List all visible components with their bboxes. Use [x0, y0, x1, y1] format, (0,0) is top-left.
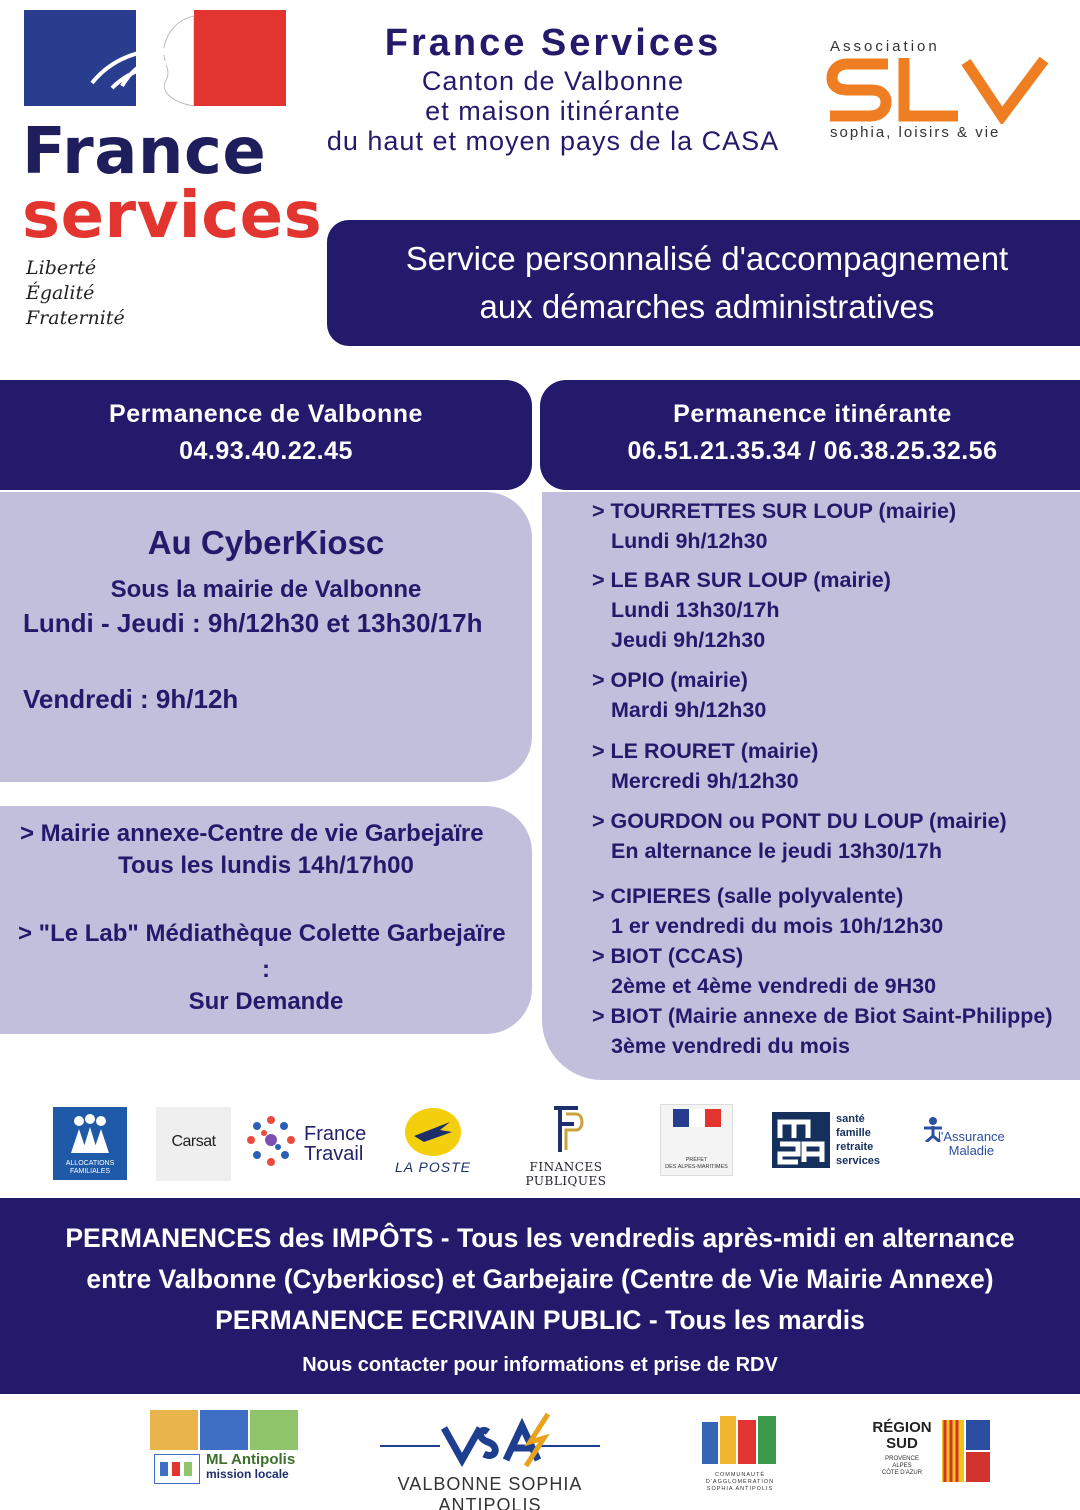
vsa-mark-icon: [380, 1408, 600, 1470]
prefet-line-2: DES ALPES-MARITIMES: [665, 1164, 728, 1170]
region-sud-line-1: RÉGION: [872, 1419, 932, 1436]
valbonne-header: [0, 380, 532, 490]
caf-logo: [53, 1107, 127, 1180]
france-travail-label: [304, 1124, 366, 1164]
prefet-logo: [660, 1104, 733, 1176]
banner-line-1: Service personnalisé d'accompagnement: [405, 240, 1009, 277]
stop-place: > LE ROURET (mairie): [592, 739, 819, 763]
itinerante-title: Permanence itinérante: [673, 400, 952, 428]
dgfip-logo: [496, 1104, 636, 1188]
caf-family-icon: [67, 1113, 113, 1157]
casa-logo: [700, 1414, 780, 1496]
prefet-label: [661, 1157, 732, 1171]
france-travail-dots-icon: [244, 1114, 298, 1170]
france-services-logo: [22, 8, 323, 338]
stop-time: Mercredi 9h/12h30: [611, 769, 799, 793]
france-travail-word-2: Travail: [304, 1143, 364, 1165]
stop-place: > BIOT (Mairie annexe de Biot Saint-Philippe): [592, 1004, 1053, 1028]
region-sud-logo: [866, 1418, 996, 1488]
msa-line-1: santé: [836, 1113, 865, 1125]
stop-place: > OPIO (mairie): [592, 668, 748, 692]
ecrivain-public-line: PERMANENCE ECRIVAIN PUBLIC - Tous les mardis: [215, 1305, 865, 1335]
header-subtitle-2: et maison itinérante: [425, 96, 681, 126]
stop-time: 1 er vendredi du mois 10h/12h30: [611, 914, 944, 938]
prefet-line-1: PRÉFET: [685, 1157, 708, 1163]
stop-time: 2ème et 4ème vendredi de 9H30: [611, 974, 937, 998]
motto-liberte: Liberté: [26, 257, 97, 279]
msa-logo: [772, 1110, 892, 1170]
list-item: [592, 806, 1007, 866]
lab-colon: :: [262, 956, 270, 983]
msa-label: [836, 1112, 880, 1168]
casa-line-2: D'AGGLOMÉRATION: [705, 1479, 775, 1485]
banner-line-2: aux démarches administratives: [479, 288, 935, 325]
region-sud-line-2: SUD: [886, 1435, 918, 1452]
stop-time: En alternance le jeudi 13h30/17h: [611, 839, 943, 863]
slv-logo-mark-icon: [826, 56, 1054, 124]
list-item: [592, 881, 943, 941]
caf-label: ALLOCATIONS FAMILIALES: [65, 1160, 115, 1175]
region-sud-small-1: PROVENCE: [885, 1456, 919, 1462]
list-item: [592, 665, 766, 725]
mission-locale-badge-icon: [154, 1454, 200, 1484]
msa-line-3: retraite: [836, 1141, 874, 1153]
france-travail-word-1: France: [304, 1123, 367, 1145]
mission-locale-logo: [150, 1410, 298, 1488]
list-item: [592, 736, 818, 796]
annex-location: > Mairie annexe-Centre de vie Garbejaïre: [20, 820, 484, 847]
list-item: [592, 496, 956, 556]
lab-hours: Sur Demande: [188, 988, 344, 1015]
stop-time: Lundi 13h30/17h: [611, 598, 780, 622]
header-subtitle-1: Canton de Valbonne: [421, 66, 685, 96]
stop-time: 3ème vendredi du mois: [611, 1034, 850, 1058]
mission-locale-photos-icon: [150, 1410, 298, 1450]
casa-line-1: COMMUNAUTÉ: [714, 1472, 766, 1478]
itinerante-panel: [542, 492, 1080, 1080]
marianne-profile-icon: [82, 38, 202, 98]
cyberkiosc-panel: [0, 492, 532, 782]
slv-association-label: Association: [830, 38, 940, 55]
mission-locale-line-2: mission locale: [206, 1467, 289, 1481]
region-sud-small-3: CÔTE D'AZUR: [881, 1470, 923, 1476]
cyberkiosc-friday: Vendredi : 9h/12h: [23, 684, 239, 714]
list-item: [592, 941, 936, 1001]
itinerante-phones: 06.51.21.35.34 / 06.38.25.32.56: [627, 437, 998, 465]
carsat-logo: [156, 1107, 231, 1181]
page-title: France Services: [384, 22, 722, 64]
france-travail-logo: [244, 1112, 374, 1172]
la-poste-logo: [388, 1104, 478, 1180]
stop-place: > BIOT (CCAS): [592, 944, 744, 968]
impots-line-1: PERMANENCES des IMPÔTS - Tous les vendredis après-midi en alternance: [65, 1223, 1015, 1253]
stop-place: > TOURRETTES SUR LOUP (mairie): [592, 499, 957, 523]
region-sud-shield-icon: [942, 1420, 990, 1482]
header-title-block: [318, 20, 788, 156]
casa-line-3: SOPHIA ANTIPOLIS: [706, 1486, 774, 1492]
stop-place: > CIPIERES (salle polyvalente): [592, 884, 904, 908]
prefet-flag-icon: [673, 1109, 721, 1127]
dgfip-fp-icon: [546, 1104, 586, 1154]
msa-mark-icon: [772, 1112, 830, 1168]
region-sud-small-label: [866, 1456, 938, 1477]
vsa-logo: [350, 1408, 630, 1510]
list-item: [592, 565, 891, 655]
assurance-maladie-line-1: l'Assurance: [938, 1129, 1005, 1144]
republic-motto: [26, 256, 125, 331]
cyberkiosc-title: Au CyberKiosc: [147, 524, 385, 561]
casa-blocks-icon: [702, 1414, 778, 1468]
slv-logo: [824, 36, 1060, 146]
vsa-label: VALBONNE SOPHIA ANTIPOLIS: [397, 1474, 583, 1510]
annex-hours: Tous les lundis 14h/17h00: [118, 852, 414, 879]
msa-line-2: famille: [836, 1127, 871, 1139]
contact-line: Nous contacter pour informations et prise de RDV: [302, 1354, 778, 1376]
la-poste-bird-icon: [404, 1106, 462, 1158]
slv-tagline: sophia, loisirs & vie: [830, 124, 1001, 141]
assurance-maladie-label: [938, 1130, 1005, 1158]
dgfip-label: FINANCES PUBLIQUES: [525, 1160, 607, 1188]
la-poste-label: LA POSTE: [395, 1159, 471, 1175]
motto-fraternite: Fraternité: [26, 307, 125, 329]
header-subtitle-3: du haut et moyen pays de la CASA: [326, 126, 780, 156]
france-services-word-1: France: [22, 115, 267, 189]
impots-line-2: entre Valbonne (Cyberkiosc) et Garbejaire (Centre de Vie Mairie Annexe): [86, 1264, 994, 1294]
stop-time: Jeudi 9h/12h30: [611, 628, 766, 652]
motto-egalite: Égalité: [26, 282, 95, 304]
itinerante-header: [540, 380, 1080, 490]
assurance-maladie-line-2: Maladie: [948, 1143, 995, 1158]
stop-time: Mardi 9h/12h30: [611, 698, 767, 722]
cyberkiosc-subtitle: Sous la mairie de Valbonne: [110, 576, 422, 603]
valbonne-phone: 04.93.40.22.45: [179, 437, 353, 465]
msa-line-4: services: [836, 1155, 881, 1167]
assurance-maladie-logo: [922, 1116, 1022, 1164]
stop-place: > LE BAR SUR LOUP (mairie): [592, 568, 891, 592]
mission-locale-label: [206, 1452, 295, 1482]
lab-location: > "Le Lab" Médiathèque Colette Garbejaïre: [18, 920, 506, 947]
mission-locale-line-1: ML Antipolis: [206, 1451, 296, 1468]
region-sud-label: [866, 1420, 938, 1452]
stop-time: Lundi 9h/12h30: [611, 529, 768, 553]
valbonne-title: Permanence de Valbonne: [109, 400, 423, 428]
stop-place: > GOURDON ou PONT DU LOUP (mairie): [592, 809, 1007, 833]
service-banner: [327, 220, 1080, 346]
annex-panel: [0, 806, 532, 1034]
region-sud-small-2: ALPES: [892, 1463, 912, 1469]
france-services-word-2: services: [22, 179, 323, 253]
cyberkiosc-hours: Lundi - Jeudi : 9h/12h30 et 13h30/17h: [23, 608, 483, 638]
casa-label: [700, 1472, 780, 1493]
carsat-label: Carsat: [171, 1133, 216, 1150]
list-item: [592, 1001, 1053, 1061]
impots-banner: [0, 1198, 1080, 1394]
